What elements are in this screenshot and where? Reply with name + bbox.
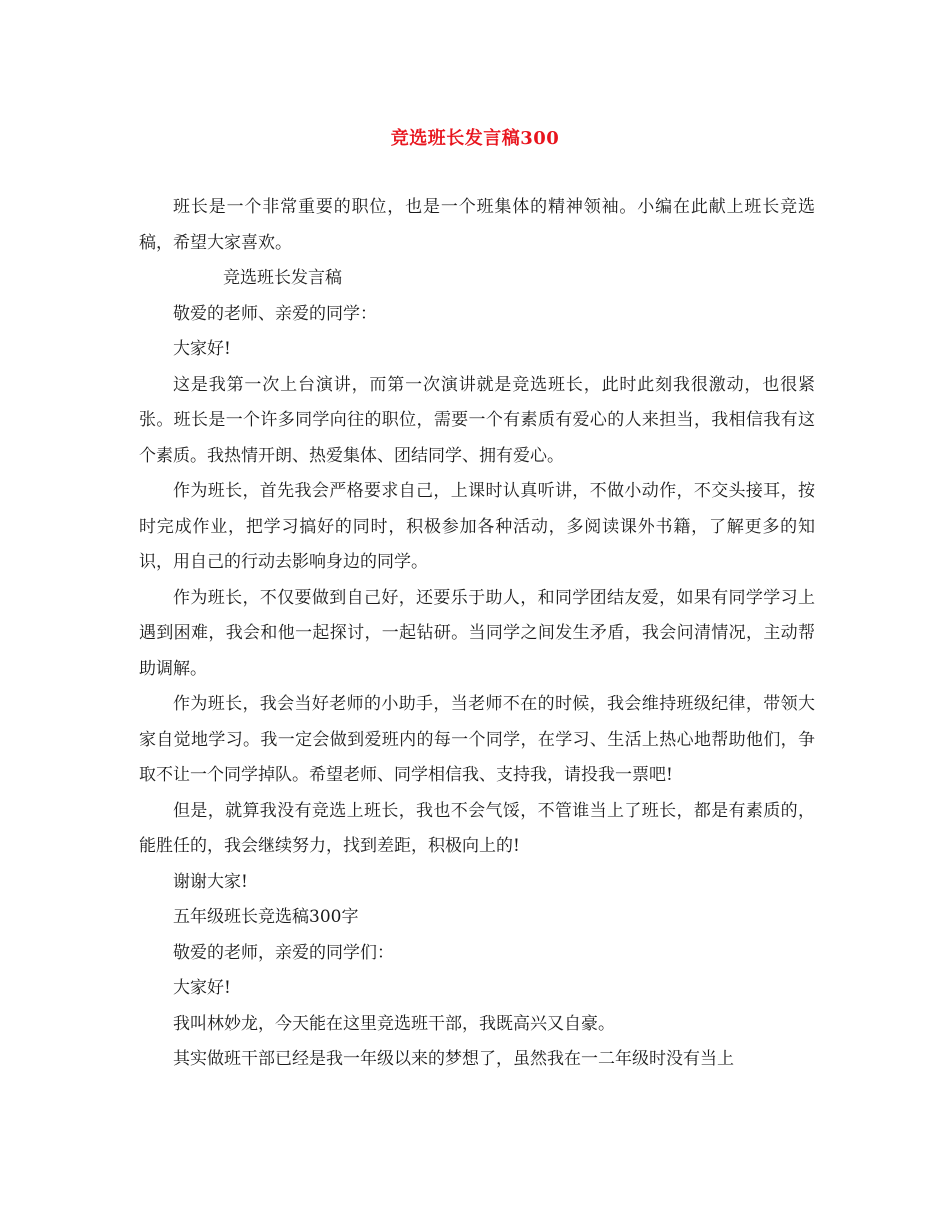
paragraph-body: 作为班长，不仅要做到自己好，还要乐于助人，和同学团结友爱，如果有同学学习上遇到困难，我会和他一起探讨，一起钻研。当同学之间发生矛盾，我会问清情况，主动帮助调解。 — [139, 587, 815, 679]
paragraph-salutation: 敬爱的老师，亲爱的同学们： — [173, 942, 394, 963]
paragraph-section-heading: 五年级班长竞选稿300字 — [173, 907, 359, 927]
paragraph-body: 其实做班干部已经是我一年级以来的梦想了，虽然我在一二年级时没有当上 — [173, 1049, 734, 1069]
paragraph-body: 但是，就算我没有竞选上班长，我也不会气馁，不管谁当上了班长，都是有素质的，能胜任的，我会继续努力，找到差距，积极向上的! — [139, 800, 815, 856]
paragraph-greeting: 大家好! — [173, 339, 231, 359]
paragraph-salutation: 敬爱的老师、亲爱的同学： — [173, 303, 377, 324]
document-body — [139, 190, 815, 1078]
paragraph-body: 作为班长，我会当好老师的小助手，当老师不在的时候，我会维持班级纪律，带领大家自觉地学习。我一定会做到爱班内的每一个同学，在学习、生活上热心地帮助他们，争取不让一个同学掉队。希望老师、同学相信我、支持我，请投我一票吧! — [139, 694, 815, 785]
paragraph-thanks: 谢谢大家! — [173, 871, 248, 892]
paragraph-intro: 班长是一个非常重要的职位，也是一个班集体的精神领袖。小编在此献上班长竞选稿，希望大家喜欢。 — [139, 197, 815, 253]
paragraph-body: 我叫林妙龙，今天能在这里竞选班干部，我既高兴又自豪。 — [173, 1013, 615, 1034]
paragraph-subtitle: 竞选班长发言稿 — [223, 268, 342, 288]
paragraph-greeting: 大家好! — [173, 978, 231, 998]
document-title: 竞选班长发言稿300 — [390, 128, 560, 149]
paragraph-body: 这是我第一次上台演讲，而第一次演讲就是竞选班长，此时此刻我很激动，也很紧张。班长是一个许多同学向往的职位，需要一个有素质有爱心的人来担当，我相信我有这个素质。我热情开朗、热爱集体、团结同学、拥有爱心。 — [139, 374, 815, 466]
paragraph-body: 作为班长，首先我会严格要求自己，上课时认真听讲，不做小动作，不交头接耳，按时完成作业，把学习搞好的同时，积极参加各种活动，多阅读课外书籍，了解更多的知识，用自己的行动去影响身边的同学。 — [139, 481, 815, 572]
